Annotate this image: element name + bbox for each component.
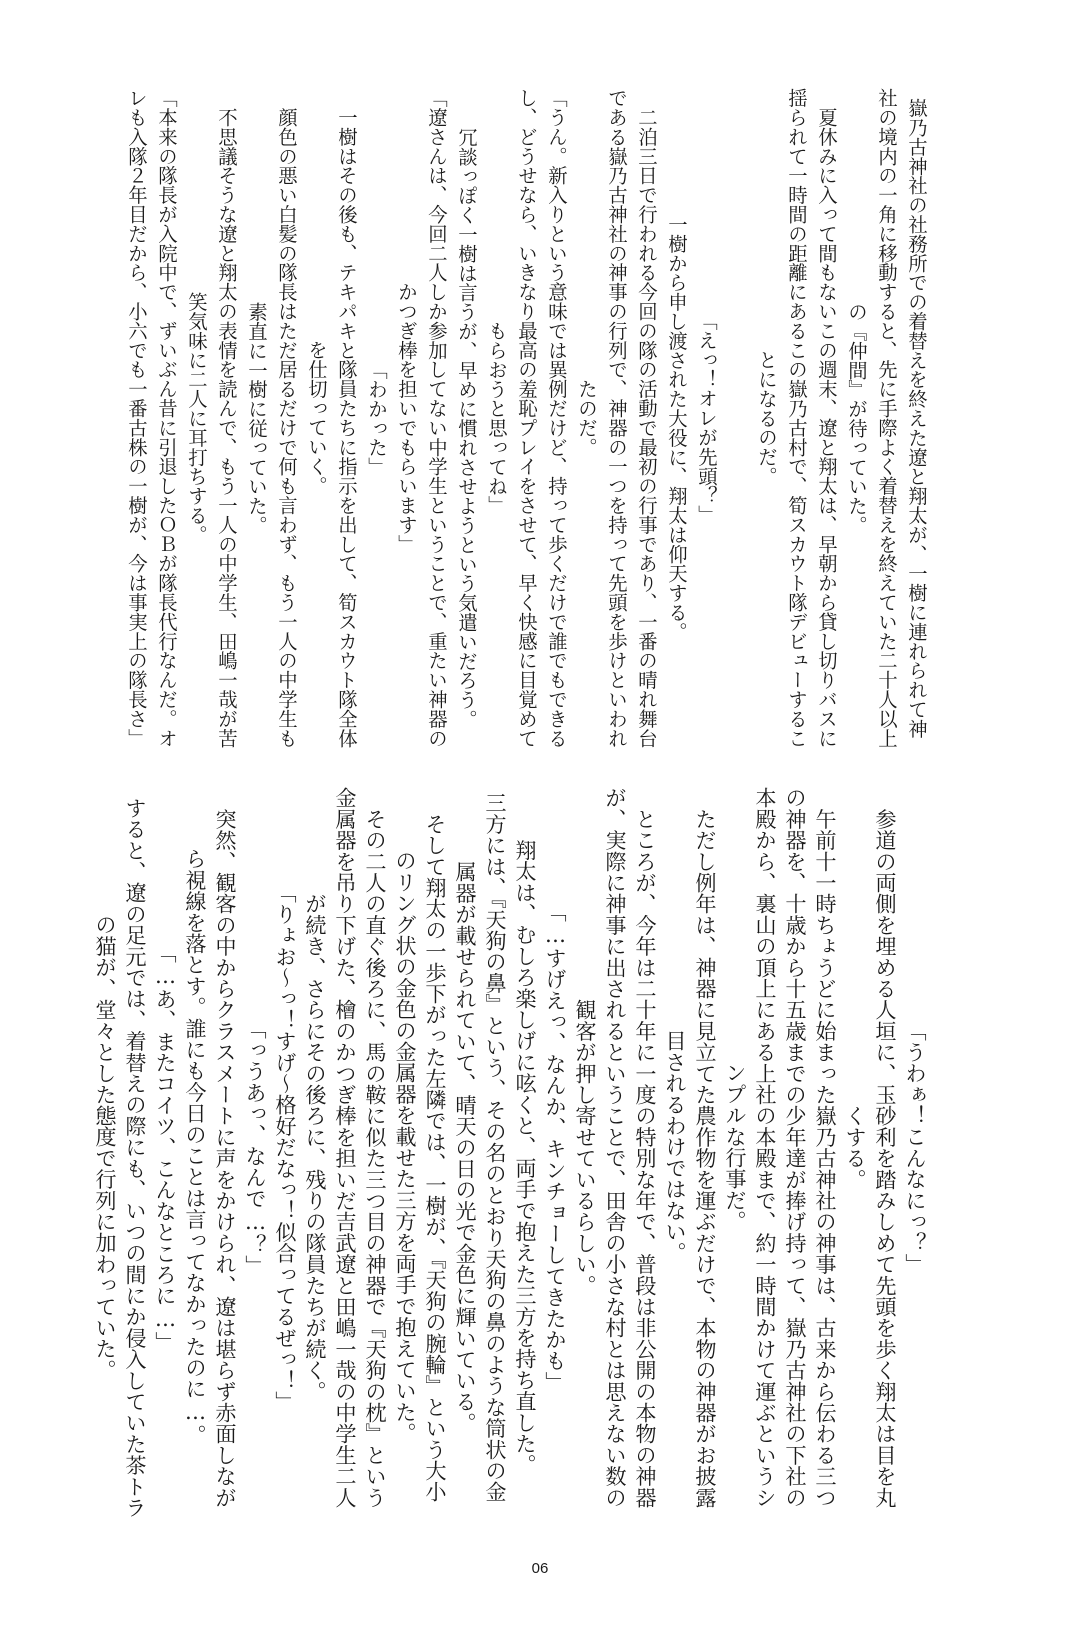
text-column: が続き、さらにその後ろに、残りの隊員たちが続く。 <box>303 892 328 1402</box>
text-column: の猫が、堂々とした態度で行列に加わっていた。 <box>93 913 118 1381</box>
text-column: 一樹から申し渡された大役に、翔太は仰天する。 <box>665 194 688 642</box>
text-column: が、実際に神事に出されるということで、田舎の小さな村とは思えない数の <box>603 786 628 1508</box>
text-column: ら視線を落とす。誰にも今日のことは言ってなかったのに…。 <box>183 848 208 1446</box>
text-column: 二泊三日で行われる今回の隊の活動で最初の行事であり、一番の晴れ舞台 <box>635 88 658 748</box>
page-number: 06 <box>531 1560 549 1577</box>
text-column: 「わかった」 <box>365 359 388 477</box>
text-column: 目されるわけではない。 <box>663 1030 688 1264</box>
text-column: 翔太は、むしろ楽しげに呟くと、両手で抱えた三方を持ち直した。 <box>513 818 538 1476</box>
text-column: ところが、今年は二十年に一度の特別な年で、普段は非公開の本物の神器 <box>633 786 658 1508</box>
text-column: 「っうあっ、なんで…？」 <box>243 1017 268 1277</box>
text-column: 本殿から、裏山の頂上にある上社の本殿まで、約一時間かけて運ぶというシ <box>753 786 778 1508</box>
text-column: 午前十一時ちょうどに始まった嶽乃古神社の神事は、古来から伝わる三つ <box>813 786 838 1508</box>
text-column: である嶽乃古神社の神事の行列で、神器の一つを持って先頭を歩けといわれ <box>605 88 628 748</box>
text-column: ただし例年は、神器に見立てた農作物を運ぶだけで、本物の神器がお披露 <box>693 786 718 1508</box>
text-column: 属器が載せられていて、晴天の日の光で金色に輝いている。 <box>453 860 478 1434</box>
text-column: 不思議そうな遼と翔太の表情を読んで、もう一人の中学生、田嶋一哉が苦 <box>215 88 238 748</box>
text-column: もらおうと思ってね」 <box>485 321 508 515</box>
text-column: 嶽乃古神社の社務所での着替えを終えた遼と翔太が、一樹に連れられて神 <box>905 97 928 739</box>
text-column: とになるのだ。 <box>755 350 778 486</box>
text-column: 「…あ、またコイツ、こんなところに…」 <box>153 941 178 1353</box>
text-column: 観客が押し寄せているらしい。 <box>573 998 598 1296</box>
text-column: 参道の両側を埋める人垣に、玉砂利を踏みしめて先頭を歩く翔太は目を丸 <box>873 786 898 1508</box>
text-column: 金属器を吊り下げた、檜のかつぎ棒を担いだ吉武遼と田嶋一哉の中学生二人 <box>333 786 358 1508</box>
text-column: し、どうせなら、いきなり最高の羞恥プレイをさせて、早く快感に目覚めて <box>515 88 538 748</box>
text-column: 素直に一樹に従っていた。 <box>245 301 268 535</box>
text-column: 社の境内の一角に移動すると、先に手際よく着替えを終えていた二十人以上 <box>875 88 898 748</box>
text-column: かつぎ棒を担いでもらいます」 <box>395 282 418 554</box>
text-column: 夏休みに入って間もないこの週末、遼と翔太は、早朝から貸し切りバスに <box>815 88 838 748</box>
text-column: の『仲間』が待っていた。 <box>845 301 868 535</box>
text-column: くする。 <box>843 1104 868 1190</box>
text-column: 「本来の隊長が入院中で、ずいぶん昔に引退したＯＢが隊長代行なんだ。オ <box>155 88 178 748</box>
text-column: 「…すげえっ、なんか、キンチョーしてきたかも」 <box>543 901 568 1393</box>
text-column: のリング状の金色の金属器を載せた三方を両手で抱えていた。 <box>393 850 418 1444</box>
text-column: の神器を、十歳から十五歳までの少年達が捧げ持って、嶽乃古神社の下社の <box>783 786 808 1508</box>
text-block-bottom <box>90 776 930 1518</box>
text-column: 突然、観客の中からクラスメートに声をかけられ、遼は堪らず赤面しなが <box>213 786 238 1508</box>
text-column: 冗談っぽく一樹は言うが、早めに慣れさせようという気遣いだろう。 <box>455 107 478 729</box>
text-column: 「うん。新入りという意味では異例だけど、持って歩くだけで誰でもできる <box>545 88 568 748</box>
text-column: 笑気味に二人に耳打ちする。 <box>185 291 208 545</box>
text-column <box>720 86 750 750</box>
text-column: 「えっ！オレが先頭？」 <box>695 311 718 525</box>
text-column: すると、遼の足元では、着替えの際にも、いつの間にか侵入していた茶トラ <box>123 776 148 1518</box>
text-block-top <box>120 86 930 750</box>
text-column: その二人の直ぐ後ろに、馬の鞍に似た三つ目の神器で『天狗の枕』という <box>363 786 388 1508</box>
text-column: 三方には、『天狗の鼻』という、その名のとおり天狗の鼻のような筒状の金 <box>483 791 508 1503</box>
text-column: 「うわぁ！こんなにっ？」 <box>903 1019 928 1275</box>
text-column: 揺られて一時間の距離にあるこの嶽乃古村で、筍スカウト隊デビューするこ <box>785 88 808 748</box>
text-column: 「遼さんは、今回二人しか参加してない中学生ということで、重たい神器の <box>425 88 448 748</box>
text-column: たのだ。 <box>575 379 598 457</box>
text-column: ンプルな行事だ。 <box>723 1062 748 1232</box>
text-column: レも入隊２年目だから、小六でも一番古株の一樹が、今は事実上の隊長さ」 <box>125 88 148 748</box>
text-column: 一樹はその後も、テキパキと隊員たちに指示を出して、筍スカウト隊全体 <box>335 88 358 748</box>
text-column: そして翔太の一歩下がった左隣では、一樹が、『天狗の腕輪』という大小 <box>423 791 448 1503</box>
text-column: を仕切っていく。 <box>305 340 328 496</box>
text-column: 「りょお～っ！すげ～格好だなっ！似合ってるぜっ！」 <box>273 882 298 1412</box>
text-column: 顔色の悪い白髪の隊長はただ居るだけで何も言わず、もう一人の中学生も <box>275 88 298 748</box>
